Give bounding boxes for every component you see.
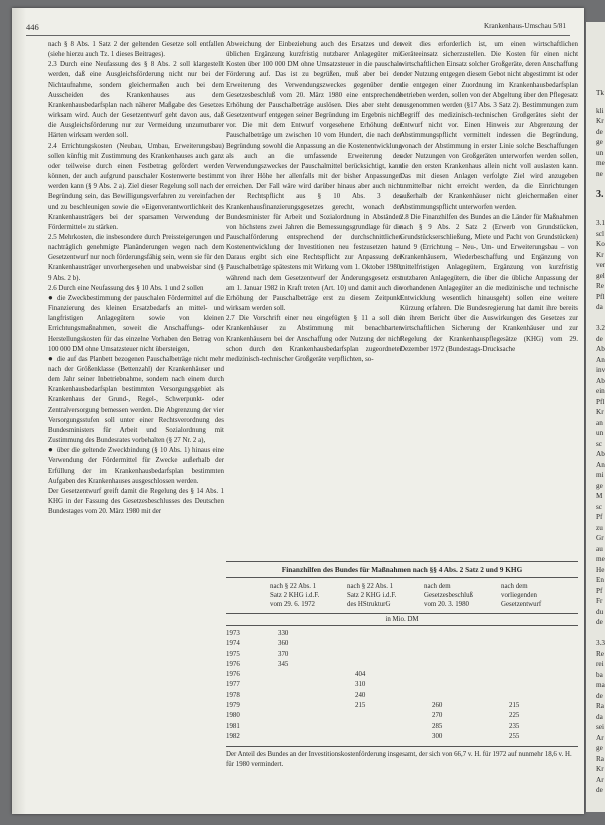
table-row (226, 670, 578, 680)
paragraph: 2.8 Die Finanzhilfen des Bundes an die Länder für Maßnahmen nach § 9 Abs. 2 Satz 2 (Erwerb von Grundstücken, Grundstückserschließung, Miete und Pacht von Grundstücken) und 9 (Errichtung – Neu-, Um- und Erweiterungsbau – von Krankenhäusern, Wiederbeschaffung und Ergänzung von mittelfristigen Anlagegütern, Ergänzung von kurzfristig nutzbaren Anlagegütern, die über die übliche Anpassung der vorhandenen Anlagegüter an die medizinische und technische Entwicklung wesentlich hinausgeht) sollen eine weitere Kürzung erfahren. Die Bundesregierung hat damit ihre bereits in ihrem Bericht über die Auswirkungen des Gesetzes zur wirtschaftlichen Sicherung der Krankenhäuser und zur Regelung der Krankenhauspflegesätze (KHG) vom 29. Dezember 1972 (Bundestags-Drucksache (400, 212, 578, 353)
header-rule (26, 35, 570, 36)
adjacent-page-edge (586, 22, 605, 812)
table-year-cell: 1975 (226, 650, 240, 658)
adjacent-page-text-fragment: ba (596, 671, 603, 679)
adjacent-page-text-fragment: sei (596, 723, 604, 731)
adjacent-page-text-fragment: ne (596, 170, 603, 178)
adjacent-page-text-fragment: Re (596, 282, 604, 290)
table-value-cell (270, 732, 347, 742)
table-row (226, 701, 578, 711)
table-value-cell: 215 (509, 702, 520, 710)
paragraph: Abweichung der Einbeziehung auch des Ersatzes und der üblichen Ergänzung kurzfristig nutzbarer Anlagegüter mit Kosten über 100 000 DM ohne Umsatzsteuer in die pauschale Förderung auf. Das ist zu begrüßen, muß aber bei der Erweiterung des Verwendungszweckes gegenüber dem Gesetzesbeschluß vom 20. März 1980 eine entsprechende Erhöhung der Pauschalbeträge auslösen. Dies aber steht der Gesetzentwurf entgegen seiner Begründung im Ergebnis nicht vor. Die mit dem Entwurf vorgesehene Erhöhung der Pauschalbeträge um zwischen 10 vom Hundert, die nach der Begründung sowohl die Anpassung an die Kostenentwicklung als auch an die umfassende Erweiterung des Verwendungszweckes der Pauschalmittel berücksichtigt, kann von ihrer Höhe her allenfalls mit der bisher Anpassungen erreichen. Der Fall wäre wird darüber hinaus aber auch nicht der Rechtspflicht aus § 10 Abs. 3 des Krankenhausfinanzierungsgesetzes gerecht, wonach der Bundesminister für Arbeit und Sozialordnung in Abständen von höchstens zwei Jahren die Bemessungsgrundlage für die Pauschalförderung entsprechend der durchschnittlichen Kostenentwicklung der Investitionen neu festzusetzen hat. Daraus ergibt sich eine Rechtspflicht zur Anpassung der Pauschalbeträge spätestens mit Wirkung vom 1. Oktober 1980, während nach dem Gesetzentwurf der Änderungsgesetz erst am 1. Januar 1982 in Kraft treten (Art. 10) und damit auch die Erhöhung der Pauschalbeträge erst zu diesem Zeitpunkt wirksam werden soll. (226, 40, 402, 313)
table-year-cell: 1979 (226, 702, 240, 710)
table-value-cell (424, 660, 501, 670)
table-value-cell (424, 680, 501, 690)
adjacent-page-text-fragment: ge (596, 482, 603, 490)
adjacent-page-text-fragment: de (596, 692, 603, 700)
table-value-cell: 235 (509, 722, 520, 730)
bullet-item (48, 354, 224, 445)
table-row (226, 722, 578, 732)
table-year-cell: 1981 (226, 722, 240, 730)
adjacent-page-text-fragment: un (596, 429, 604, 437)
adjacent-page-text-fragment: An (596, 356, 605, 364)
adjacent-page-text-fragment: Pfl (596, 293, 605, 301)
bullet-text: die auf das Planbett bezogenen Pauschalbeträge nicht mehr nach der Größenklasse (Bettenzahl) der Krankenhäuser und dem Jahr seiner Inbetriebnahme, sondern nach einem durch Krankenhausbedarfsplan bestimmten Versorgungsgebiet als Krankenhaus der Grund-, Regel-, Schwerpunkt- oder Zentralversorgung bemessen werden. Die Abgrenzung der vier Versorgungsstufen soll unter einer Rechtsverordnung des Bundesministers für Arbeit und Sozialordnung mit Zustimmung des Bundesrates vorbehalten (§ 27 Nr. 2 a), (48, 354, 224, 445)
adjacent-page-text-fragment: rei (596, 660, 604, 668)
table-header-spacer (226, 582, 270, 609)
text-column-1 (48, 39, 224, 516)
adjacent-page-text-fragment: An (596, 461, 605, 469)
paragraph: 2.6 Durch eine Neufassung des § 10 Abs. 1 und 2 sollen (48, 283, 204, 292)
table-year-cell: 1980 (226, 712, 240, 720)
table-value-cell (501, 660, 578, 670)
adjacent-page-text-fragment: de (596, 786, 603, 794)
adjacent-page-text-fragment: En (596, 576, 604, 584)
paragraph: 2.5 Mehrkosten, die insbesondere durch Preissteigerungen und nachträglich genehmigte Planänderungen wegen nach dem Gesetzentwurf nur noch förderungsfähig sein, wenn sie für den Krankenhausträger unvorhergesehen und unabweisbar sind (§ 9 Abs. 2 b). (48, 232, 224, 282)
adjacent-page-text-fragment: da (596, 713, 603, 721)
table-value-cell (501, 670, 578, 680)
funding-table (226, 561, 578, 769)
table-value-cell: 345 (278, 660, 289, 668)
table-header-row (226, 578, 578, 609)
text-column-3 (400, 39, 578, 354)
table-row (226, 660, 578, 670)
adjacent-page-text-fragment: 3. (596, 189, 604, 200)
table-header-cell: nach § 22 Abs. 1 Satz 2 KHG i.d.F. vom 29. 6. 1972 (270, 583, 320, 608)
table-value-cell (501, 680, 578, 690)
adjacent-page-text-fragment: 3.2 (596, 324, 605, 332)
table-value-cell (424, 639, 501, 649)
adjacent-page-text-fragment: ge (596, 138, 603, 146)
adjacent-page-text-fragment: Kr (596, 251, 604, 259)
paragraph: 2.7 Die Vorschrift einer neu eingefügten § 11 a soll die Krankenhäuser zu Abstimmung mit benachbarten Krankenhäusern bei der Anschaffung oder Nutzung der nicht schon durch den Krankenhausbedarfsplan zugeordneter medizinisch-technischer Großgeräte verpflichten, so- (226, 314, 402, 363)
table-value-cell (347, 650, 424, 660)
adjacent-page-text-fragment: 3.3 (596, 639, 605, 647)
table-body (226, 629, 578, 742)
table-value-cell (501, 639, 578, 649)
paragraph: nach § 8 Abs. 1 Satz 2 der geltenden Gesetze soll entfallen (siehe hierzu auch Tz. 1 dieses Beitrages). (48, 40, 224, 59)
bullet-icon: ● (48, 353, 56, 363)
adjacent-page-text-fragment: gel (596, 272, 605, 280)
adjacent-page-text-fragment: Ra (596, 755, 604, 763)
adjacent-page-text-fragment: da (596, 303, 603, 311)
table-value-cell: 310 (355, 681, 366, 689)
adjacent-page-text-fragment: sc (596, 440, 602, 448)
adjacent-page-text-fragment: an (596, 419, 603, 427)
adjacent-page-text-fragment: Fr (596, 597, 603, 605)
table-header-cell: nach § 22 Abs. 1 Satz 2 KHG i.d.F. des HStrukturG (347, 583, 397, 608)
table-value-cell (270, 691, 347, 701)
table-year-cell: 1977 (226, 681, 240, 689)
adjacent-page-text-fragment: ver (596, 261, 605, 269)
document-page (12, 8, 584, 814)
bullet-item (48, 293, 224, 354)
adjacent-page-text-fragment: me (596, 159, 605, 167)
adjacent-page-text-fragment: mi (596, 471, 604, 479)
table-year-cell: 1976 (226, 671, 240, 679)
table-value-cell (270, 680, 347, 690)
table-value-cell: 225 (509, 712, 520, 720)
adjacent-page-text-fragment: Ar (596, 776, 604, 784)
bullet-item (48, 445, 224, 486)
table-value-cell (424, 629, 501, 639)
paragraph: 2.3 Durch eine Neufassung des § 8 Abs. 2 soll klargestellt werden, daß eine Ausgleichsförderung nicht nur bei der Nichtaufnahme, sondern gleichermaßen auch bei dem Ausscheiden des Krankenhauses aus dem Krankenhausbedarfsplan nach näherer Maßgabe des Gesetzes wirksam wird. Auch der Gesetzentwurf geht davon aus, daß die Ausgleichsförderung nur zur Vermeidung unzumutbarer Härten wirksam werden soll. (48, 60, 224, 140)
adjacent-page-text-fragment: Pfl (596, 398, 605, 406)
table-year-cell: 1978 (226, 691, 240, 699)
adjacent-page-text-fragment: Gr (596, 534, 604, 542)
adjacent-page-text-fragment: kli (596, 107, 604, 115)
table-row (226, 639, 578, 649)
adjacent-page-text-fragment: Ko (596, 240, 605, 248)
table-value-cell: 260 (432, 702, 443, 710)
adjacent-page-text-fragment: de (596, 618, 603, 626)
adjacent-page-text-fragment: Kr (596, 408, 604, 416)
adjacent-page-text-fragment: Re (596, 650, 604, 658)
table-value-cell: 370 (278, 650, 289, 658)
adjacent-page-text-fragment: Ra (596, 702, 604, 710)
page-binding-shadow (12, 8, 26, 814)
adjacent-page-text-fragment: zu (596, 524, 603, 532)
bullet-text: über die geltende Zweckbindung (§ 10 Abs. 1) hinaus eine Verwendung der Fördermittel für Zwecke außerhalb der Erfüllung der im Krankenhausbedarfsplan bestimmten Aufgaben des Krankenhauses ausgeschlossen werden. (48, 446, 224, 485)
table-row (226, 691, 578, 701)
paragraph: weit dies erforderlich ist, um einen wirtschaftlichen Geräteeinsatz sicherzustellen. Die Kosten für einen nicht wirtschaftlichen Einsatz solcher Großgeräte, deren Anschaffung oder Nutzung entgegen diesem Gebot nicht abgestimmt ist oder die entgegen einer Zuordnung im Krankenhausbedarfsplan betrieben werden, sollen von der Abgeltung über den Pflegesatz ausgenommen werden (§17 Abs. 3 Satz 2). Bestimmungen zum Begriff des medizinisch-technischen Großgerätes sieht der Entwurf nicht vor. Einen Hinweis zur Abgrenzung der Abstimmungspflicht vermittelt indessen die Begründung, wonach der Abstimmung in erster Linie solche Beschaffungen oder Nutzungen von Großgeräten unterworfen werden sollen, die den ersten Krankenhaus allein nicht voll auslasten kann. Das mit diesen Anlagen verfolgte Ziel wird anzugeben unmittelbar nicht erreicht werden, da die Einrichtungen außerhalb der Krankenhäuser nicht gleichermaßen einer Abstimmungspflicht unterworfen werden. (400, 40, 578, 211)
adjacent-page-text-fragment: un (596, 149, 604, 157)
table-row (226, 650, 578, 660)
bullet-icon: ● (48, 292, 56, 302)
table-year-cell: 1976 (226, 660, 240, 668)
table-value-cell (347, 732, 424, 742)
table-value-cell: 215 (355, 702, 366, 710)
table-value-cell (347, 639, 424, 649)
table-value-cell (347, 629, 424, 639)
adjacent-page-text-fragment: scl (596, 230, 604, 238)
adjacent-page-text-fragment: ma (596, 681, 605, 689)
adjacent-page-text-fragment: Ab (596, 377, 605, 385)
table-value-cell: 330 (278, 630, 289, 637)
table-header-cell: nach dem vorliegenden Gesetzentwurf (501, 583, 542, 608)
table-value-cell: 255 (509, 732, 520, 740)
table-value-cell (347, 711, 424, 721)
paragraph: Der Gesetzentwurf greift damit die Regelung des § 14 Abs. 1 KHG in der Fassung des Gesetzesbeschlusses des Deutschen Bundestages vom 20. März 1980 mit der (48, 486, 224, 516)
table-year-cell: 1973 (226, 630, 240, 637)
table-row (226, 711, 578, 721)
table-value-cell (270, 711, 347, 721)
table-value-cell (424, 650, 501, 660)
adjacent-page-text-fragment: Pf (596, 587, 603, 595)
table-year-cell: 1982 (226, 732, 240, 740)
adjacent-page-text-fragment: Kr (596, 117, 604, 125)
table-row (226, 629, 578, 639)
table-value-cell: 300 (432, 732, 443, 740)
table-value-cell (270, 722, 347, 732)
adjacent-page-text-fragment: me (596, 555, 605, 563)
table-value-cell (501, 650, 578, 660)
table-header-cell: nach dem Gesetzesbeschluß vom 20. 3. 1980 (424, 583, 473, 608)
adjacent-page-text-fragment: Tk (596, 89, 604, 97)
table-value-cell (501, 629, 578, 639)
table-value-cell (347, 722, 424, 732)
adjacent-page-text-fragment: M (596, 492, 603, 500)
adjacent-page-text-fragment: Pf (596, 513, 603, 521)
bullet-text: die Zweckbestimmung der pauschalen Fördermittel auf die Finanzierung des kleinen Ersatzbedarfs an mittel- und langfristigen Anlagegütern sowie von kleinen Errichtungsmaßnahmen, soweit die Anschaffungs- oder Herstellungskosten für das einzelne Vorhaben den Betrag von 100 000 DM ohne Umsatzsteuer nicht übersteigen, (48, 293, 224, 353)
adjacent-page-text-fragment: ge (596, 744, 603, 752)
bullet-icon: ● (48, 445, 56, 455)
adjacent-page-text-fragment: 3.1 (596, 219, 605, 227)
paragraph: 2.4 Errichtungskosten (Neubau, Umbau, Erweiterungsbau) sollen künftig mit Zustimmung des Krankenhauses auch ganz oder teilweise durch einen Festbetrag gefördert werden können, der auch aufgrund pauschaler Kostenwerte bestimmt werden kann (§ 9 Abs. 2 a). Ziel dieser Regelung soll nach der Begründung sein, das Bewilligungsverfahren zu vereinfachen und zu beschleunigen sowie die »Eigenverantwortlichkeit des Krankenhausträgers bei der sparsamen Verwendung der Fördermittel« zu stärken. (48, 141, 224, 231)
adjacent-page-text-fragment: Ar (596, 734, 604, 742)
table-footnote: Der Anteil des Bundes an der Investitionskostenförderung insgesamt, der sich von 66,7 v. H. für 1972 auf nunmehr 18,6 v. H. für 1980 vermindert. (226, 746, 578, 769)
page-number: 446 (26, 22, 39, 32)
adjacent-page-text-fragment: Ab (596, 345, 605, 353)
table-title: Finanzhilfen des Bundes für Maßnahmen nach §§ 4 Abs. 2 Satz 2 und 9 KHG (226, 561, 578, 578)
table-row (226, 732, 578, 742)
adjacent-page-text-fragment: au (596, 545, 603, 553)
table-row (226, 680, 578, 690)
table-year-cell: 1974 (226, 640, 240, 648)
journal-header: Krankenhaus-Umschau 5/81 (483, 22, 566, 30)
table-value-cell: 270 (432, 712, 443, 720)
table-unit: in Mio. DM (226, 613, 578, 626)
adjacent-page-text-fragment: He (596, 566, 605, 574)
adjacent-page-text-fragment: ein (596, 387, 605, 395)
adjacent-page-text-fragment: de (596, 128, 603, 136)
table-value-cell (270, 701, 347, 711)
table-value-cell (347, 660, 424, 670)
table-value-cell: 360 (278, 640, 289, 648)
text-column-2 (226, 39, 402, 364)
adjacent-page-text-fragment: de (596, 335, 603, 343)
table-value-cell (501, 691, 578, 701)
table-value-cell: 285 (432, 722, 443, 730)
adjacent-page-text-fragment: Kr (596, 765, 604, 773)
table-value-cell: 240 (355, 691, 366, 699)
adjacent-page-text-fragment: inv (596, 366, 605, 374)
table-value-cell: 404 (355, 671, 366, 679)
table-value-cell (424, 670, 501, 680)
table-value-cell (270, 670, 347, 680)
adjacent-page-text-fragment: Ab (596, 450, 605, 458)
table-value-cell (424, 691, 501, 701)
adjacent-page-text-fragment: sc (596, 503, 602, 511)
adjacent-page-text-fragment: du (596, 608, 604, 616)
